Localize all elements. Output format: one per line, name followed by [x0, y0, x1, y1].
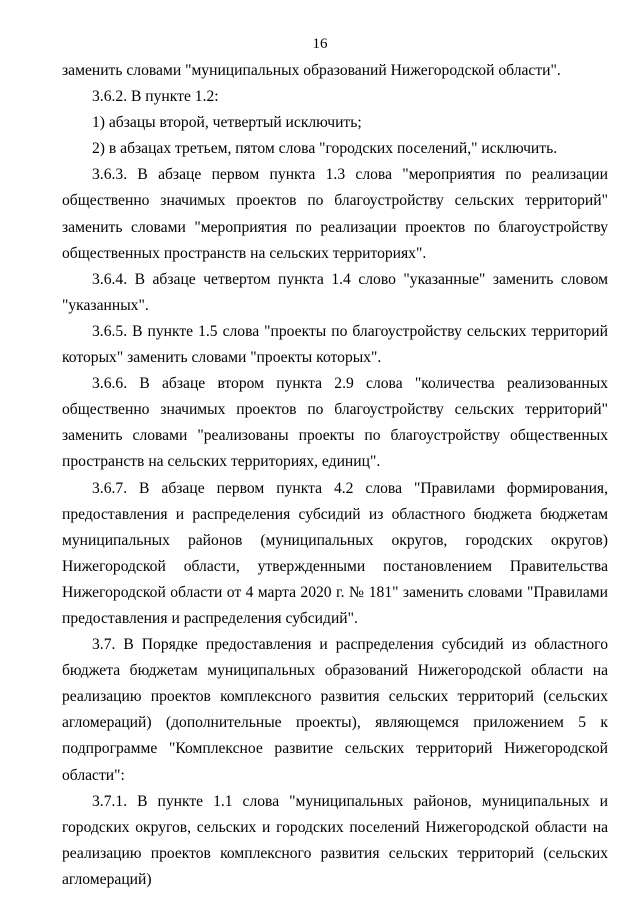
paragraph-continuation: заменить словами "муниципальных образований Нижегородской области".: [62, 62, 561, 79]
paragraph-item-1: 1) абзацы второй, четвертый исключить;: [92, 114, 362, 132]
paragraph-3-6-7: 3.6.7. В абзаце первом пункта 4.2 слова "Правилами формирования, предоставления и распределения субсидий из областного бюджета бюджетам муниципальных районов (муниципальных округов, городских округов) Нижегородской области, утвержденными постановлением Правительства Нижегородской области от 4 марта 2020 г. № 181" заменить словами "Правилами предоставления и распределения субсидий".: [62, 479, 608, 627]
paragraph-3-6-6: 3.6.6. В абзаце втором пункта 2.9 слова "количества реализованных общественно значимых проектов по благоустройству сельских территорий" заменить словами "реализованы проекты по благоустройству общественных пространств на сельских территориях, единиц".: [62, 375, 608, 471]
page-number: 16: [312, 36, 328, 52]
paragraph-3-7: 3.7. В Порядке предоставления и распределения субсидий из областного бюджета бюджетам муниципальных образований Нижегородской области на реализацию проектов комплексного развития сельских территорий (сельских агломераций) (дополнительные проекты), являющемся приложением 5 к подпрограмме "Комплексное развитие сельских территорий Нижегородской области":: [62, 636, 608, 784]
paragraph-3-6-2: 3.6.2. В пункте 1.2:: [92, 88, 219, 106]
paragraph-3-6-3: 3.6.3. В абзаце первом пункта 1.3 слова "мероприятия по реализации общественно значимых проектов по благоустройству сельских территорий" заменить словами "мероприятия по реализации проектов по благоустройству общественных пространств на сельских территориях".: [62, 166, 608, 262]
paragraph-3-6-4: 3.6.4. В абзаце четвертом пункта 1.4 слово "указанные" заменить словом "указанных".: [62, 270, 608, 314]
paragraph-3-6-5: 3.6.5. В пункте 1.5 слова "проекты по благоустройству сельских территорий которых" заменить словами "проекты которых".: [62, 322, 608, 367]
paragraph-item-2: 2) в абзацах третьем, пятом слова "городских поселений," исключить.: [92, 140, 558, 158]
paragraph-3-7-1: 3.7.1. В пункте 1.1 слова "муниципальных районов, муниципальных и городских округов, сельских и городских поселений Нижегородской области на реализацию проектов комплексного развития сельских территорий (сельских агломераций): [62, 792, 608, 888]
document-body: [62, 58, 608, 893]
